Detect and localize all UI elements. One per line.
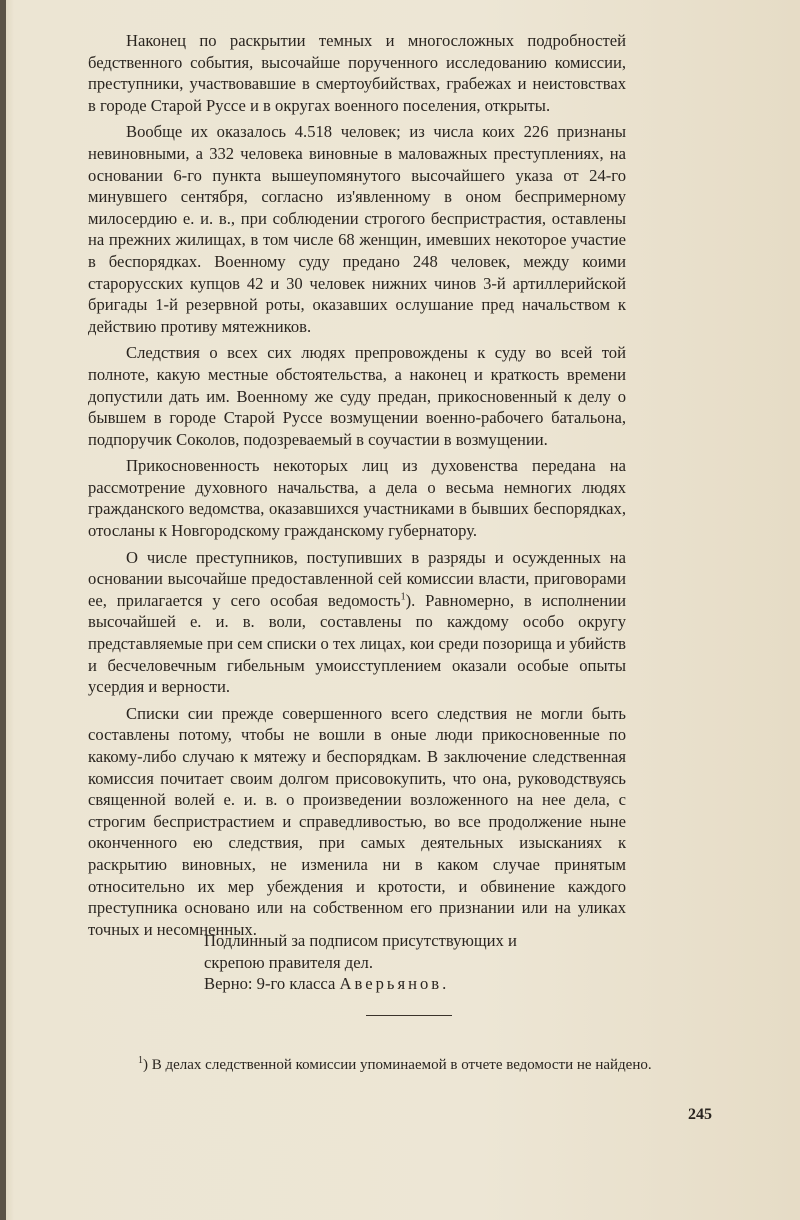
footnote [102,1055,728,1076]
footnote-divider [366,1015,452,1016]
attestation-line-1: Подлинный за подписом присутствующих и [204,931,517,950]
paragraph-5 [88,547,626,698]
footnote-text: ) В делах следственной комиссии упоминаемой в отчете ведомости не найдено. [143,1057,652,1073]
attestation [204,930,634,995]
verno-label: Верно: 9-го класса [204,974,336,994]
paragraph-1: Наконец по раскрытии темных и многосложных подробностей бедственного события, высочайше порученного исследованию комиссии, преступники, участвовавшие в смертоубийствах, грабежах и неистовствах в городе Старой Руссе и в округах военного поселения, открыты. [88,31,626,115]
paragraph-4: Прикосновенность некоторых лиц из духовенства передана на рассмотрение духовного начальства, а дела о весьма немногих людях гражданского ведомства, оказавшихся участниками в бывших беспорядках, отосланы к Новгородскому гражданскому губернатору. [88,456,626,541]
footnote-mark: 1 [138,1055,143,1066]
footnote-ref: 1 [400,591,406,603]
paragraph-3: Следствия о всех сих людях препровождены к суду во всей той полноте, какую местные обстоятельства, а наконец и краткость времени допустили дать им. Военному же суду предан, прикосновенный к делу о бывшем в городе Старой Руссе возмущении военно-рабочего батальона, подпоручик Соколов, подозреваемый в соучастии в возмущении. [88,343,626,449]
paragraph-6: Списки сии прежде совершенного всего следствия не могли быть составлены потому, чтобы не вошли в оные люди прикосновенные по какому-либо случаю к мятежу и беспорядкам. В заключение следственная комиссия почитает своим долгом присовокупить, что она, руководствуясь священной волей е. и. в. о произведении возложенного на нее дела, с строгим беспристрастием и справедливостью, во все продолжение ныне оконченного ею следствия, при самых деятельных изысканиях к раскрытию виновных, не изменила ни в каком случае принятым относительно их мер убеждения и кротости, и обвинение каждого преступника основано или на собственном его признании или на уликах точных и несомненных. [88,703,626,939]
signatory-name: Аверьянов. [339,974,450,994]
attestation-line-2: скрепою правителя дел. [204,952,373,972]
attestation-verno [204,973,634,995]
main-text [88,30,626,945]
page-edge [0,0,6,1220]
paragraph-2: Вообще их оказалось 4.518 человек; из числа коих 226 признаны невиновными, а 332 человека виновные в маловажных преступлениях, на основании 6-го пункта вышеупомянутого высочайшего указа от 24-го минувшего сентября, согласно из'явленному в оном беспримерному милосердию е. и. в., при соблюдении строгого беспристрастия, оставлены на прежних жилищах, в том числе 68 женщин, имевших некоторое участие в беспорядках. Военному суду предано 248 человек, между коими старорусских купцов 42 и 30 человек нижних чинов 3-й артиллерийской бригады 1-й резервной роты, оказавших ослушание пред начальством к действию противу мятежников. [88,122,626,336]
paragraph-5-end: ). Равномерно, в исполнении высочайшей е. и. в. воли, составлены по каждому особо округу представляемые при сем списки о тех лицах, кои среди позорища и убийств и бесчеловечным гибельным умоисступлением оказали особые опыты усердия и верности. [88,590,626,697]
paragraph-5-start: О числе преступников, поступивших в разряды и осужденных на основании высочайше предоставленной сей комиссии власти, приговорами ее, прилагается у сего особая ведомость [88,547,626,610]
page-number: 245 [688,1106,712,1123]
